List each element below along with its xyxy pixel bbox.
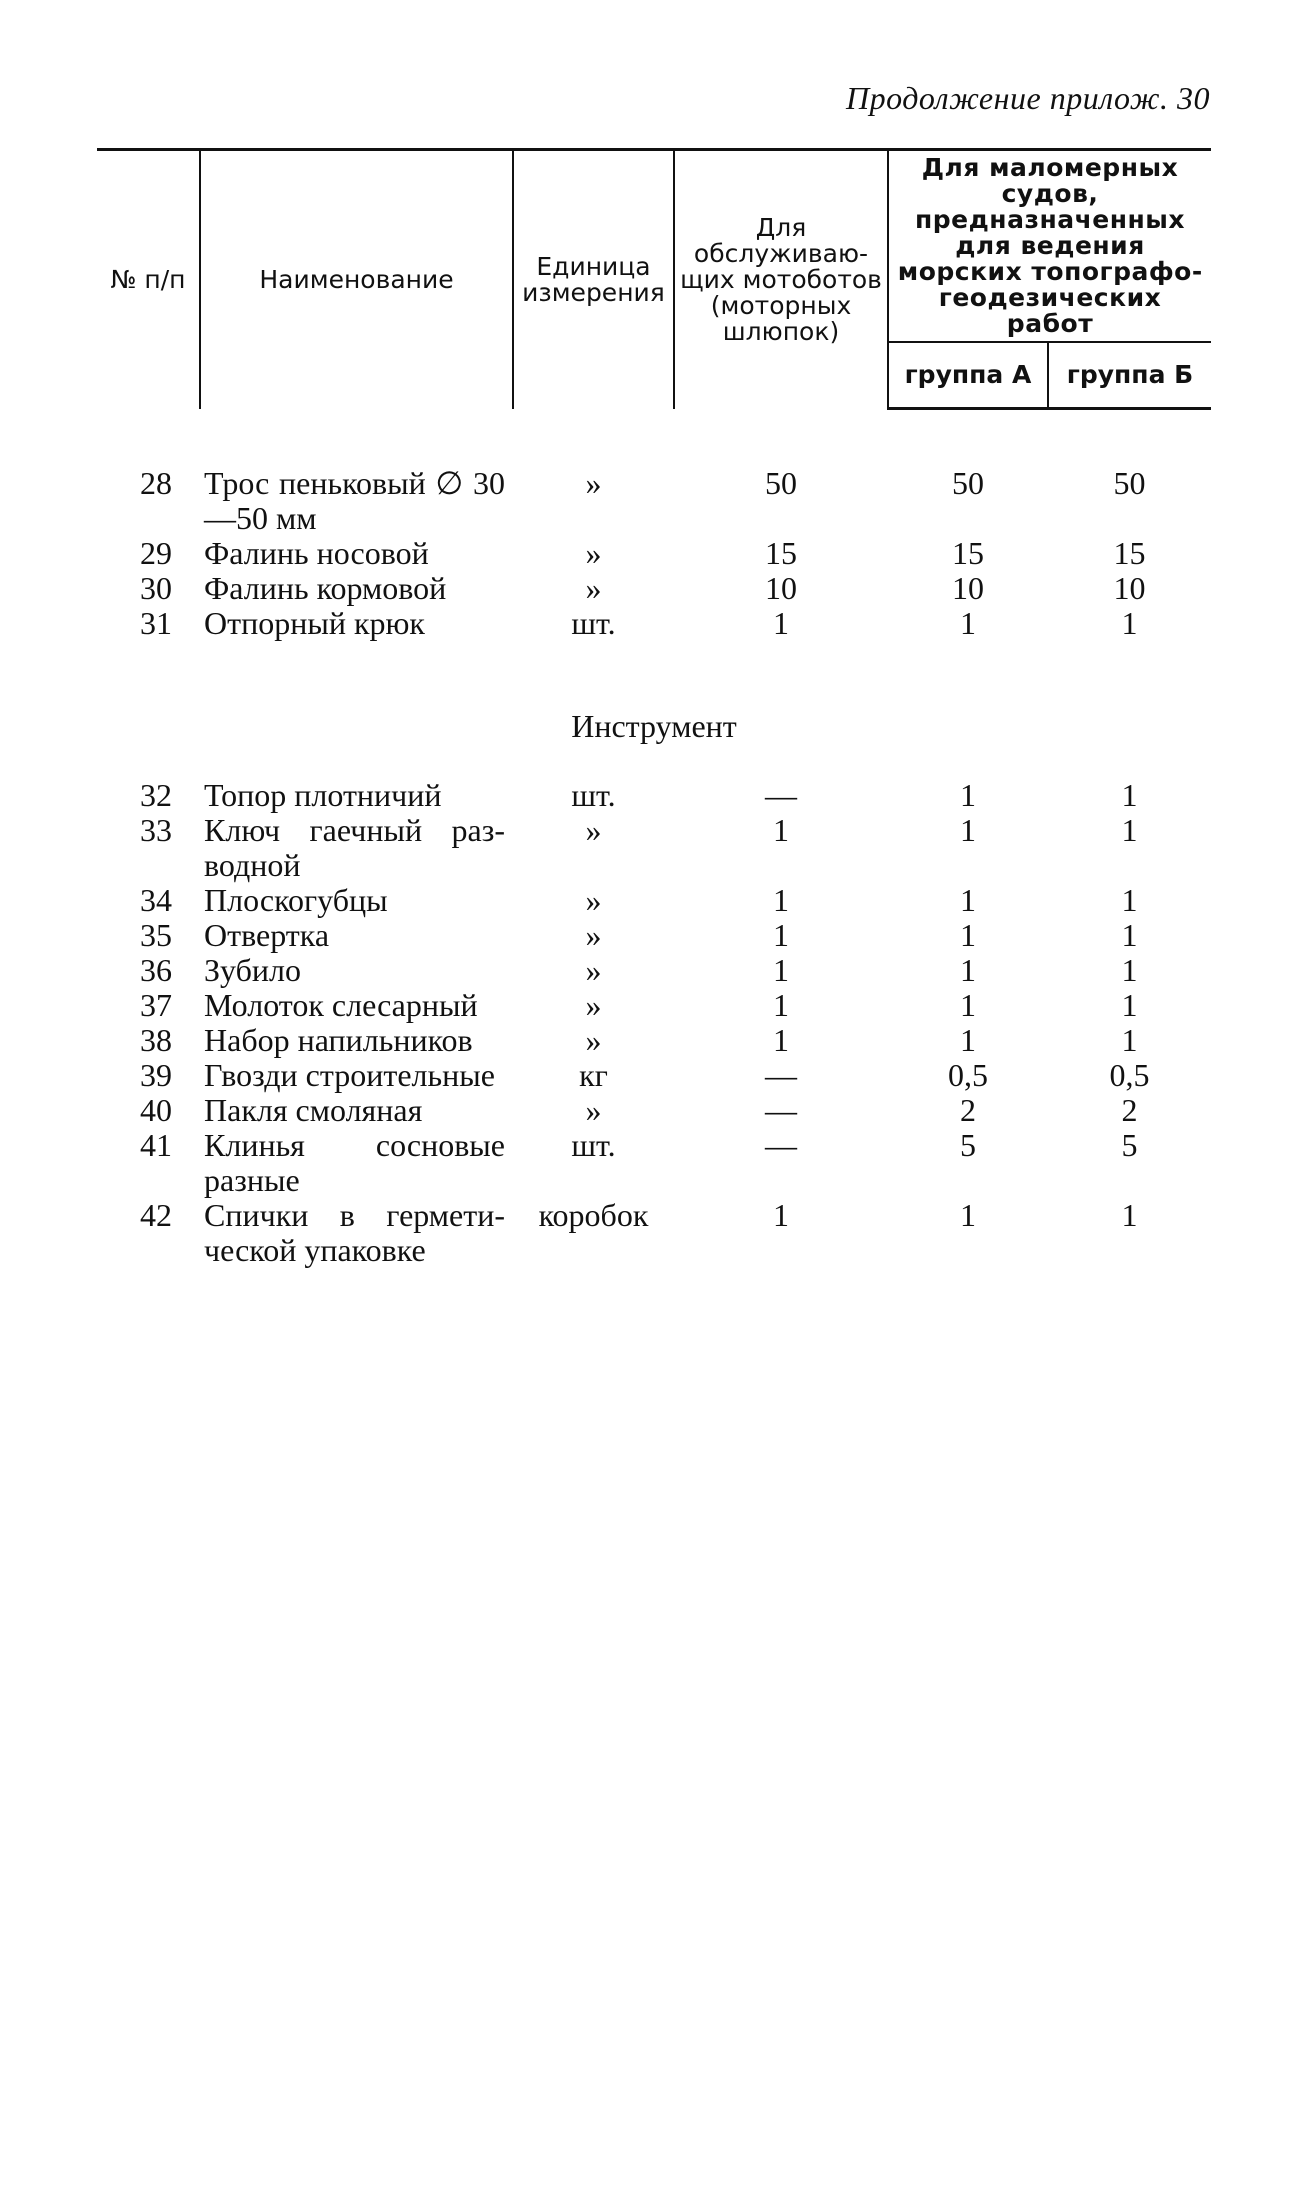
item-unit: » <box>585 570 602 606</box>
row-number: 32 <box>140 777 172 813</box>
qty-group-b: 10 <box>1113 570 1146 606</box>
qty-motoboats: 1 <box>773 1197 789 1233</box>
item-name: Фалинь кормовой <box>204 570 447 606</box>
item-name: Набор напильников <box>204 1022 473 1058</box>
section-title: Инструмент <box>571 708 737 744</box>
section-row <box>97 641 1211 778</box>
row-number: 37 <box>140 987 172 1023</box>
page-header: Продолжение прилож. 30 <box>846 80 1210 116</box>
qty-group-a: 1 <box>960 777 976 813</box>
qty-group-b: 1 <box>1121 812 1138 848</box>
item-name: Трос пеньковый ∅ 30—50 мм <box>204 465 505 536</box>
item-unit: коробок <box>538 1197 649 1233</box>
qty-motoboats: — <box>765 777 797 813</box>
table-row <box>97 1023 1211 1058</box>
qty-motoboats: 1 <box>773 952 789 988</box>
item-unit: » <box>585 1092 602 1128</box>
qty-group-b: 1 <box>1121 1197 1138 1233</box>
qty-motoboats: 1 <box>773 987 789 1023</box>
item-unit: шт. <box>571 777 616 813</box>
qty-group-b: 0,5 <box>1109 1057 1150 1093</box>
qty-group-b: 2 <box>1121 1092 1138 1128</box>
col-header-name: Наименование <box>200 150 513 409</box>
table-row <box>97 1198 1211 1268</box>
item-name: Плоскогубцы <box>204 882 388 918</box>
row-number: 36 <box>140 952 172 988</box>
qty-motoboats: — <box>765 1127 797 1163</box>
row-number: 30 <box>140 570 172 606</box>
col-header-group-a: группа А <box>888 342 1048 409</box>
table-row <box>97 1128 1211 1198</box>
qty-motoboats: — <box>765 1057 797 1093</box>
qty-motoboats: 1 <box>773 605 789 641</box>
qty-motoboats: 15 <box>765 535 797 571</box>
qty-group-a: 1 <box>960 1197 976 1233</box>
item-name: Гвозди строительные <box>204 1057 495 1093</box>
table-body <box>97 409 1211 1269</box>
item-unit: » <box>585 535 602 571</box>
row-number: 40 <box>140 1092 172 1128</box>
item-unit: » <box>585 952 602 988</box>
qty-group-b: 1 <box>1121 605 1138 641</box>
qty-group-a: 1 <box>960 987 976 1023</box>
qty-group-a: 10 <box>952 570 984 606</box>
row-number: 28 <box>140 465 172 501</box>
item-name: Зубило <box>204 952 301 988</box>
table-row <box>97 988 1211 1023</box>
qty-group-a: 50 <box>952 465 984 501</box>
item-unit: кг <box>579 1057 608 1093</box>
item-name: Фалинь носовой <box>204 535 429 571</box>
item-name: Топор плотничий <box>204 777 442 813</box>
qty-group-b: 1 <box>1121 952 1138 988</box>
item-unit: шт. <box>571 605 616 641</box>
item-name: Ключ гаечный разводной <box>204 812 505 883</box>
qty-motoboats: 50 <box>765 465 797 501</box>
row-number: 34 <box>140 882 172 918</box>
item-unit: шт. <box>571 1127 616 1163</box>
table-row <box>97 466 1211 536</box>
col-header-motoboats: Для обслуживающих мотоботов (моторных шлюпок) <box>674 150 888 409</box>
qty-motoboats: 1 <box>773 812 789 848</box>
qty-group-a: 1 <box>960 605 976 641</box>
qty-motoboats: 1 <box>773 882 789 918</box>
equipment-table <box>97 148 1211 1268</box>
item-unit: » <box>585 1022 602 1058</box>
table-row <box>97 953 1211 988</box>
item-name: Отвертка <box>204 917 330 953</box>
row-number: 42 <box>140 1197 172 1233</box>
table-row <box>97 606 1211 641</box>
qty-group-a: 1 <box>960 917 976 953</box>
table-header <box>97 150 1211 409</box>
row-number: 41 <box>140 1127 172 1163</box>
table-row <box>97 778 1211 813</box>
item-name: Спички в герметической упаковке <box>204 1197 505 1268</box>
qty-motoboats: — <box>765 1092 797 1128</box>
qty-group-b: 1 <box>1121 1022 1138 1058</box>
qty-group-b: 1 <box>1121 987 1138 1023</box>
table-row <box>97 918 1211 953</box>
row-number: 29 <box>140 535 172 571</box>
qty-group-b: 50 <box>1113 465 1146 501</box>
qty-group-b: 1 <box>1121 882 1138 918</box>
qty-group-b: 1 <box>1121 777 1138 813</box>
table-row <box>97 571 1211 606</box>
item-unit: » <box>585 882 602 918</box>
qty-group-a: 15 <box>952 535 984 571</box>
qty-group-a: 1 <box>960 882 976 918</box>
item-unit: » <box>585 812 602 848</box>
row-number: 33 <box>140 812 172 848</box>
qty-motoboats: 10 <box>765 570 797 606</box>
col-header-unit: Единица измерения <box>513 150 674 409</box>
table-row <box>97 1093 1211 1128</box>
item-unit: » <box>585 987 602 1023</box>
qty-group-a: 0,5 <box>948 1057 988 1093</box>
col-header-group-b: группа Б <box>1048 342 1211 409</box>
row-number: 31 <box>140 605 172 641</box>
col-header-small-vessels: Для маломерных судов, предназначенных для ведения морских топографогеодезических работ <box>888 150 1211 343</box>
qty-group-a: 1 <box>960 952 976 988</box>
item-name: Отпорный крюк <box>204 605 425 641</box>
row-number: 38 <box>140 1022 172 1058</box>
col-header-num: № п/п <box>97 150 200 409</box>
table-row <box>97 813 1211 883</box>
item-name: Молоток слесарный <box>204 987 478 1023</box>
qty-group-b: 15 <box>1113 535 1146 571</box>
item-unit: » <box>585 917 602 953</box>
row-number: 39 <box>140 1057 172 1093</box>
qty-group-a: 1 <box>960 812 976 848</box>
qty-group-b: 5 <box>1121 1127 1138 1163</box>
table-row <box>97 883 1211 918</box>
row-number: 35 <box>140 917 172 953</box>
qty-group-b: 1 <box>1121 917 1138 953</box>
qty-group-a: 5 <box>960 1127 976 1163</box>
qty-motoboats: 1 <box>773 917 789 953</box>
item-name: Клинья сосновые разные <box>204 1127 505 1198</box>
qty-group-a: 1 <box>960 1022 976 1058</box>
qty-group-a: 2 <box>960 1092 976 1128</box>
table-row <box>97 1058 1211 1093</box>
qty-motoboats: 1 <box>773 1022 789 1058</box>
item-unit: » <box>585 465 602 501</box>
item-name: Пакля смоляная <box>204 1092 423 1128</box>
table-row <box>97 536 1211 571</box>
